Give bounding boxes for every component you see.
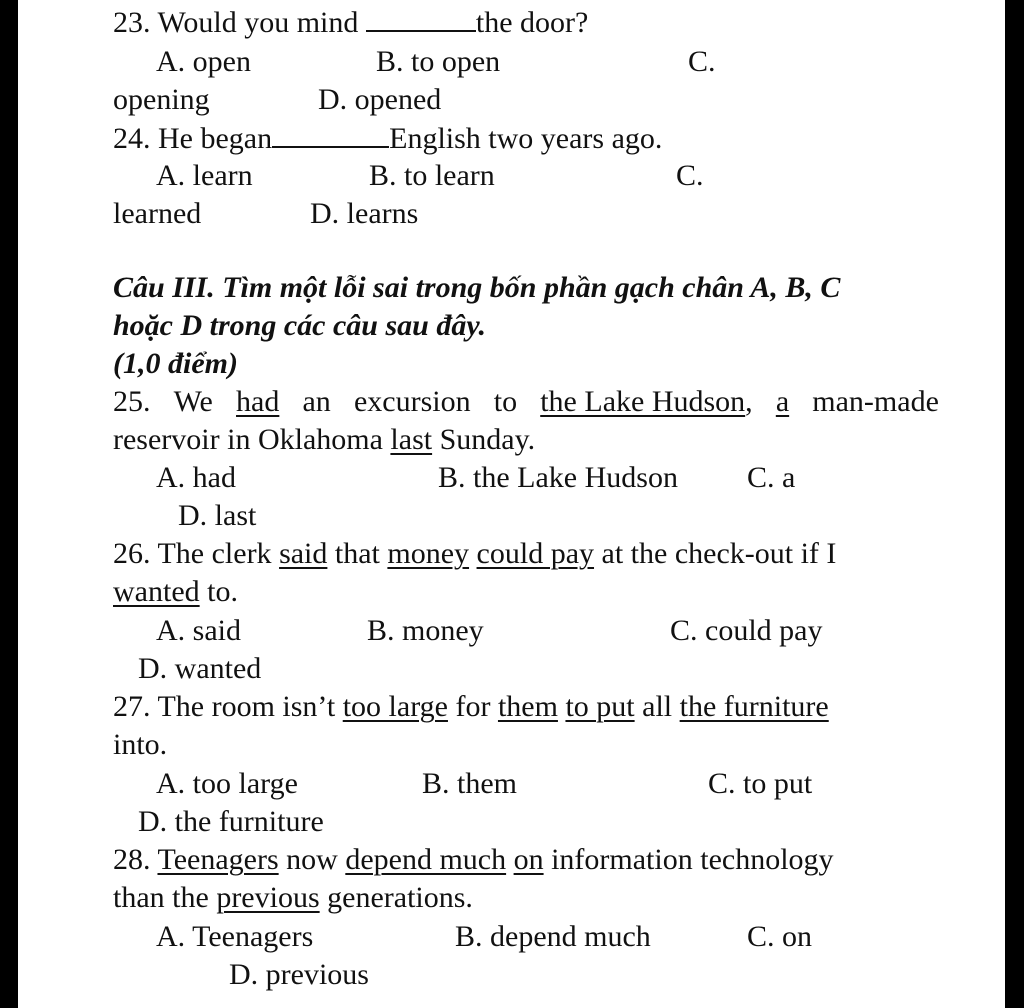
q25-word: to — [493, 385, 518, 418]
question-25-line-1 — [113, 384, 939, 420]
q25-underlined-b: the Lake Hudson — [540, 385, 746, 418]
q24-option-c: C. — [676, 159, 704, 192]
q23-option-a: A. open — [156, 45, 251, 78]
q26-underlined-a: said — [279, 537, 328, 570]
q28-option-d: D. previous — [229, 958, 369, 991]
q25-option-d: D. last — [178, 499, 257, 532]
q27-underlined-b: them — [497, 690, 558, 723]
q26-underlined-b: money — [387, 537, 470, 570]
q27-option-d: D. the furniture — [138, 805, 324, 838]
q27-option-a: A. too large — [156, 767, 298, 800]
q26-option-d: D. wanted — [138, 652, 262, 685]
q25-option-b: B. the Lake Hudson — [438, 461, 678, 494]
question-24 — [113, 120, 662, 157]
q23-option-b: B. to open — [376, 45, 501, 78]
q28-underlined-b: depend much — [345, 843, 507, 876]
document-page — [18, 0, 1005, 1008]
q28-text: information technology — [543, 843, 834, 876]
q28-text: 28. — [113, 843, 158, 876]
q27-underlined-d: the furniture — [679, 690, 829, 723]
q27-text: 27. The room isn’t — [113, 690, 343, 723]
q25-word: man-made — [812, 385, 939, 418]
q27-text: all — [634, 690, 680, 723]
q23-blank — [366, 4, 476, 32]
q28-option-b: B. depend much — [455, 920, 651, 953]
q27-option-c: C. to put — [708, 767, 813, 800]
question-27-line-2: into. — [113, 728, 168, 761]
q28-option-c: C. on — [747, 920, 813, 953]
q26-underlined-d: wanted — [113, 575, 200, 608]
q26-text: 26. The clerk — [113, 537, 280, 570]
q25-word: excursion — [353, 385, 471, 418]
q28-text: generations. — [319, 881, 473, 914]
q25-underlined-a: had — [236, 385, 280, 418]
q23-option-c-text: opening — [113, 83, 210, 116]
q24-text-before: 24. He began — [113, 122, 273, 155]
q25-text: Sunday. — [432, 423, 536, 456]
q27-underlined-c: to put — [565, 690, 635, 723]
q24-blank — [272, 120, 389, 148]
q23-option-c: C. — [688, 45, 716, 78]
question-23 — [113, 4, 588, 41]
q26-underlined-c: could pay — [476, 537, 595, 570]
q24-option-b: B. to learn — [369, 159, 495, 192]
q24-option-d: D. learns — [310, 197, 419, 230]
q28-underlined-a: Teenagers — [157, 843, 279, 876]
q26-text: at the check-out if I — [594, 537, 837, 570]
q28-underlined-d: previous — [216, 881, 320, 914]
q28-space — [506, 843, 514, 876]
q26-option-a: A. said — [156, 614, 241, 647]
q25-number: 25. — [113, 385, 151, 418]
section-heading-line-2: hoặc D trong các câu sau đây. — [113, 309, 487, 342]
question-28-line-1 — [113, 842, 834, 878]
q23-option-d: D. opened — [318, 83, 442, 116]
q25-option-c: C. a — [747, 461, 796, 494]
question-27-line-1 — [113, 689, 829, 725]
q28-text: now — [278, 843, 346, 876]
q28-option-a: A. Teenagers — [156, 920, 314, 953]
q24-option-c-text: learned — [113, 197, 202, 230]
q26-option-c: C. could pay — [670, 614, 823, 647]
q25-word: We — [173, 385, 213, 418]
q27-text: for — [447, 690, 498, 723]
q25-underlined-d: last — [390, 423, 433, 456]
question-25-line-2 — [113, 422, 535, 458]
q26-text: to. — [199, 575, 238, 608]
q24-text-after: English two years ago. — [389, 122, 663, 155]
q26-option-b: B. money — [367, 614, 484, 647]
q28-text: than the — [113, 881, 217, 914]
section-heading-line-1: Câu III. Tìm một lỗi sai trong bốn phần gạch chân A, B, C — [113, 271, 841, 304]
question-26-line-1 — [113, 536, 836, 572]
q25-text: reservoir in Oklahoma — [113, 423, 391, 456]
q24-option-a: A. learn — [156, 159, 253, 192]
q25-comma: , — [745, 385, 753, 418]
q23-text-before: 23. Would you mind — [113, 6, 366, 39]
question-26-line-2 — [113, 574, 238, 610]
q25-option-a: A. had — [156, 461, 236, 494]
q27-option-b: B. them — [422, 767, 517, 800]
q25-underlined-c: a — [775, 385, 790, 418]
q25-word: an — [302, 385, 331, 418]
q28-underlined-c: on — [513, 843, 544, 876]
q23-text-after: the door? — [475, 6, 589, 39]
q26-space — [469, 537, 477, 570]
question-28-line-2 — [113, 880, 473, 916]
q27-underlined-a: too large — [342, 690, 448, 723]
q26-text: that — [327, 537, 388, 570]
section-points: (1,0 điểm) — [113, 347, 238, 380]
